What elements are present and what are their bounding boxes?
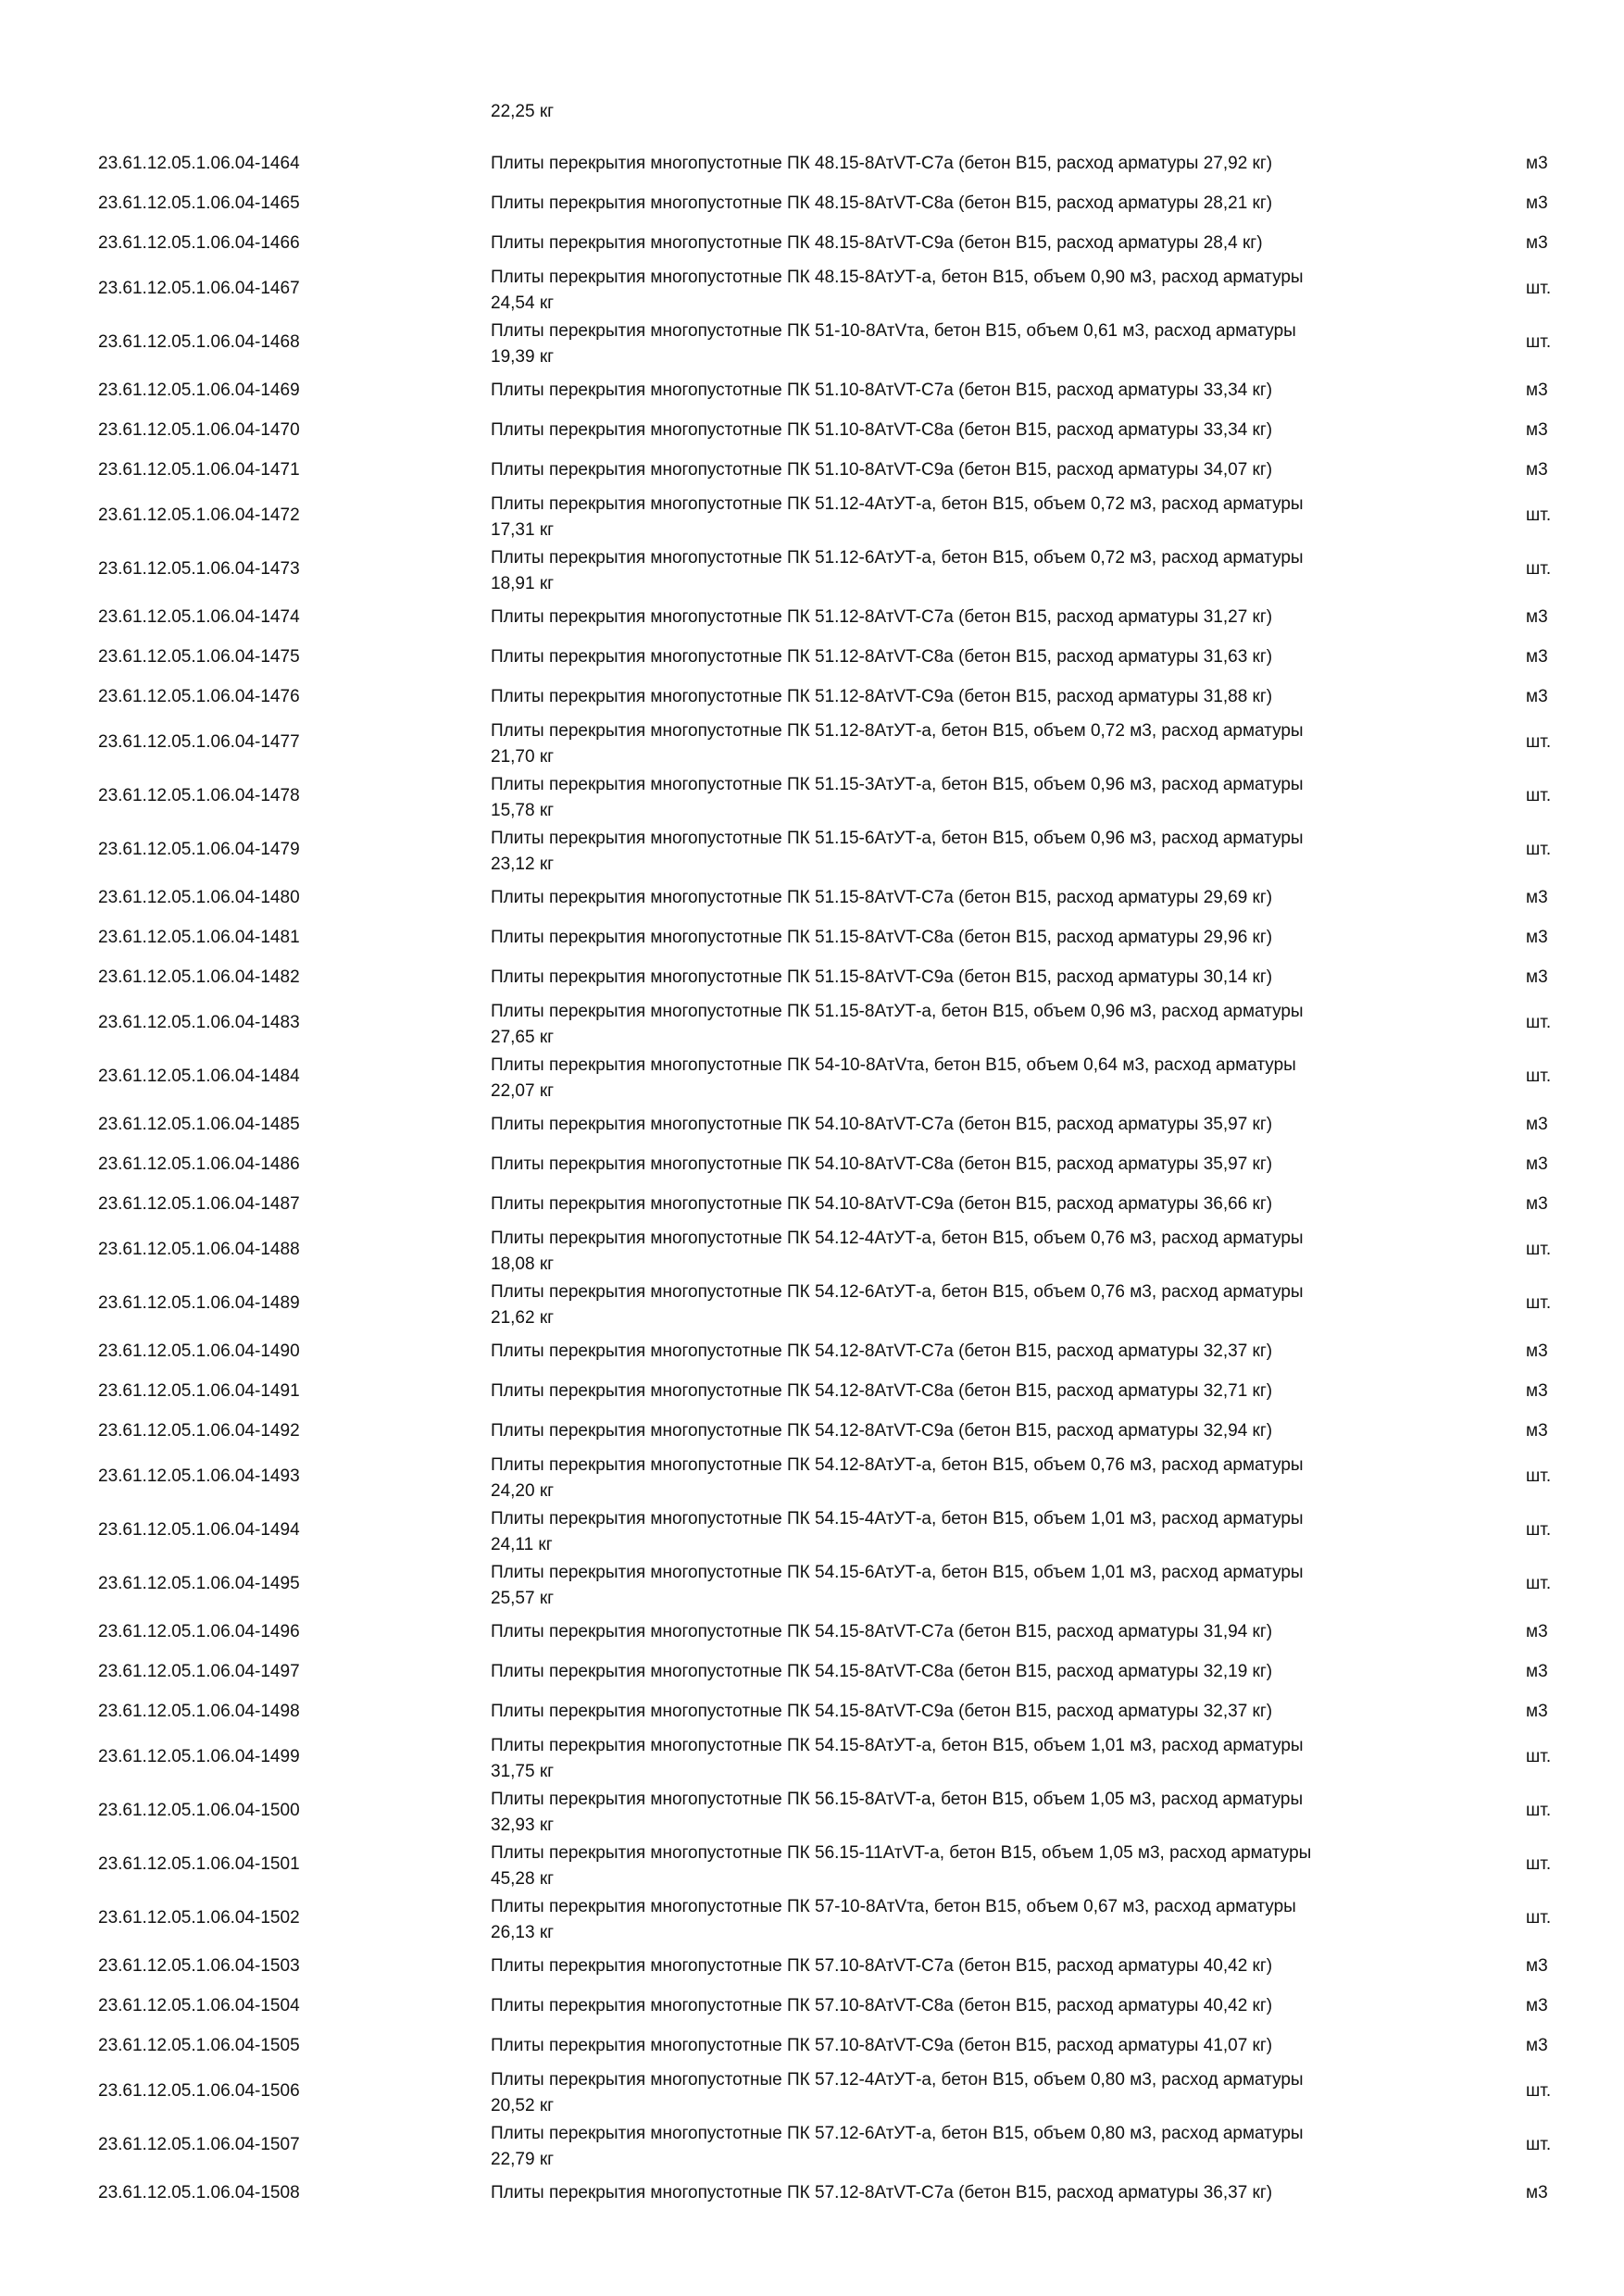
row-code: 23.61.12.05.1.06.04-1495 <box>98 1574 300 1593</box>
row-name: Плиты перекрытия многопустотные ПК 54.15-8АтVT-С9а (бетон В15, расход арматуры 32,37 кг) <box>491 1702 1273 1721</box>
row-name: Плиты перекрытия многопустотные ПК 54.12-8АтVT-С7а (бетон В15, расход арматуры 32,37 кг) <box>491 1341 1273 1361</box>
table-row <box>0 598 1624 638</box>
row-code: 23.61.12.05.1.06.04-1483 <box>98 1013 300 1032</box>
row-code: 23.61.12.05.1.06.04-1505 <box>98 2036 300 2055</box>
row-unit: м3 <box>1526 687 1548 706</box>
row-unit: шт. <box>1526 1854 1552 1874</box>
table-row <box>0 1332 1624 1372</box>
row-name: Плиты перекрытия многопустотные ПК 51.15-6АтУТ-а, бетон В15, объем 0,96 м3, расход арматуры 23,12 кг <box>491 829 1304 874</box>
row-unit: шт. <box>1526 1747 1552 1766</box>
row-code: 23.61.12.05.1.06.04-1496 <box>98 1622 300 1641</box>
table-row <box>0 371 1624 411</box>
row-name: Плиты перекрытия многопустотные ПК 51.15-3АтУТ-а, бетон В15, объем 0,96 м3, расход арматуры 15,78 кг <box>491 775 1304 820</box>
row-code: 23.61.12.05.1.06.04-1506 <box>98 2081 300 2101</box>
row-name: Плиты перекрытия многопустотные ПК 54.15-8АтVT-С7а (бетон В15, расход арматуры 31,94 кг) <box>491 1622 1273 1641</box>
table-row <box>0 1412 1624 1452</box>
row-code: 23.61.12.05.1.06.04-1467 <box>98 279 300 298</box>
row-code: 23.61.12.05.1.06.04-1502 <box>98 1908 300 1928</box>
row-code: 23.61.12.05.1.06.04-1488 <box>98 1240 300 1259</box>
row-code: 23.61.12.05.1.06.04-1494 <box>98 1520 300 1540</box>
row-unit: м3 <box>1526 647 1548 667</box>
row-name: Плиты перекрытия многопустотные ПК 54.12-6АтУТ-а, бетон В15, объем 0,76 м3, расход арматуры 21,62 кг <box>491 1282 1304 1328</box>
row-code: 23.61.12.05.1.06.04-1492 <box>98 1421 300 1441</box>
row-code: 23.61.12.05.1.06.04-1482 <box>98 967 300 987</box>
table-row <box>0 879 1624 918</box>
table-row <box>0 1692 1624 1732</box>
table-row <box>0 638 1624 678</box>
row-unit: шт. <box>1526 1801 1552 1820</box>
row-code: 23.61.12.05.1.06.04-1470 <box>98 420 300 440</box>
row-unit: м3 <box>1526 928 1548 947</box>
table-row <box>0 544 1624 598</box>
table-row <box>0 2174 1624 2214</box>
row-code: 23.61.12.05.1.06.04-1499 <box>98 1747 300 1766</box>
table-row <box>0 318 1624 371</box>
row-unit: шт. <box>1526 2081 1552 2101</box>
table-row <box>0 1987 1624 2027</box>
row-code: 23.61.12.05.1.06.04-1493 <box>98 1466 300 1486</box>
table-row <box>0 451 1624 491</box>
row-name: Плиты перекрытия многопустотные ПК 51.15-8АтVT-С7а (бетон В15, расход арматуры 29,69 кг) <box>491 888 1273 907</box>
table-row <box>0 825 1624 879</box>
row-unit: шт. <box>1526 1574 1552 1593</box>
row-name: Плиты перекрытия многопустотные ПК 54.10-8АтVT-С8а (бетон В15, расход арматуры 35,97 кг) <box>491 1154 1273 1174</box>
row-code: 23.61.12.05.1.06.04-1500 <box>98 1801 300 1820</box>
row-code: 23.61.12.05.1.06.04-1480 <box>98 888 300 907</box>
row-unit: шт. <box>1526 1067 1552 1086</box>
row-unit: шт. <box>1526 279 1552 298</box>
row-name: Плиты перекрытия многопустотные ПК 48.15-8АтVT-С9а (бетон В15, расход арматуры 28,4 кг) <box>491 233 1263 253</box>
row-name: Плиты перекрытия многопустотные ПК 51-10-8АтVта, бетон В15, объем 0,61 м3, расход арматуры 19,39 кг <box>491 321 1296 367</box>
row-code: 23.61.12.05.1.06.04-1466 <box>98 233 300 253</box>
row-name: Плиты перекрытия многопустотные ПК 54.15-4АтУТ-а, бетон В15, объем 1,01 м3, расход арматуры 24,11 кг <box>491 1509 1304 1554</box>
row-name: Плиты перекрытия многопустотные ПК 51.12-8АтVT-С8а (бетон В15, расход арматуры 31,63 кг) <box>491 647 1273 667</box>
row-name: Плиты перекрытия многопустотные ПК 56.15-11АтVT-а, бетон В15, объем 1,05 м3, расход арматуры 45,28 кг <box>491 1843 1312 1889</box>
row-name: Плиты перекрытия многопустотные ПК 54.12-8АтVT-С9а (бетон В15, расход арматуры 32,94 кг) <box>491 1421 1273 1441</box>
row-unit: шт. <box>1526 559 1552 579</box>
row-code: 23.61.12.05.1.06.04-1481 <box>98 928 300 947</box>
table-row <box>0 1505 1624 1559</box>
row-code: 23.61.12.05.1.06.04-1491 <box>98 1381 300 1401</box>
row-code: 23.61.12.05.1.06.04-1485 <box>98 1115 300 1134</box>
price-list-table <box>0 144 1624 2214</box>
row-unit: м3 <box>1526 1956 1548 1976</box>
row-unit: шт. <box>1526 786 1552 805</box>
row-unit: шт. <box>1526 1466 1552 1486</box>
row-name: Плиты перекрытия многопустотные ПК 51.12-8АтVT-С7а (бетон В15, расход арматуры 31,27 кг) <box>491 607 1273 627</box>
table-row <box>0 2120 1624 2174</box>
row-name: Плиты перекрытия многопустотные ПК 54.10-8АтVT-С7а (бетон В15, расход арматуры 35,97 кг) <box>491 1115 1273 1134</box>
row-name: Плиты перекрытия многопустотные ПК 57-10-8АтVта, бетон В15, объем 0,67 м3, расход арматуры 26,13 кг <box>491 1897 1296 1942</box>
row-unit: м3 <box>1526 1341 1548 1361</box>
table-row <box>0 264 1624 318</box>
table-row <box>0 1145 1624 1185</box>
row-name: Плиты перекрытия многопустотные ПК 48.15-8АтVT-С8а (бетон В15, расход арматуры 28,21 кг) <box>491 193 1273 213</box>
row-unit: шт. <box>1526 2135 1552 2154</box>
table-row <box>0 2027 1624 2066</box>
row-code: 23.61.12.05.1.06.04-1473 <box>98 559 300 579</box>
table-row <box>0 491 1624 544</box>
row-name: Плиты перекрытия многопустотные ПК 51.12-4АтУТ-а, бетон В15, объем 0,72 м3, расход арматуры 17,31 кг <box>491 494 1304 540</box>
row-unit: шт. <box>1526 1908 1552 1928</box>
row-code: 23.61.12.05.1.06.04-1497 <box>98 1662 300 1681</box>
row-unit: шт. <box>1526 332 1552 352</box>
row-name: Плиты перекрытия многопустотные ПК 54.15-8АтУТ-а, бетон В15, объем 1,01 м3, расход арматуры 31,75 кг <box>491 1736 1304 1781</box>
row-name: Плиты перекрытия многопустотные ПК 54.12-8АтVT-С8а (бетон В15, расход арматуры 32,71 кг) <box>491 1381 1273 1401</box>
row-unit: м3 <box>1526 233 1548 253</box>
row-name: Плиты перекрытия многопустотные ПК 57.10-8АтVT-С9а (бетон В15, расход арматуры 41,07 кг) <box>491 2036 1273 2055</box>
table-row <box>0 1372 1624 1412</box>
table-row <box>0 958 1624 998</box>
row-unit: м3 <box>1526 420 1548 440</box>
row-unit: шт. <box>1526 732 1552 752</box>
row-unit: м3 <box>1526 193 1548 213</box>
row-code: 23.61.12.05.1.06.04-1498 <box>98 1702 300 1721</box>
row-name: Плиты перекрытия многопустотные ПК 54.15-8АтVT-С8а (бетон В15, расход арматуры 32,19 кг) <box>491 1662 1273 1681</box>
row-unit: м3 <box>1526 1996 1548 2015</box>
row-name: Плиты перекрытия многопустотные ПК 51.10-8АтVT-С9а (бетон В15, расход арматуры 34,07 кг) <box>491 460 1273 480</box>
table-row <box>0 1653 1624 1692</box>
table-row <box>0 678 1624 718</box>
table-row <box>0 411 1624 451</box>
row-name: Плиты перекрытия многопустотные ПК 57.12-8АтVT-С7а (бетон В15, расход арматуры 36,37 кг) <box>491 2183 1273 2202</box>
row-code: 23.61.12.05.1.06.04-1501 <box>98 1854 300 1874</box>
row-code: 23.61.12.05.1.06.04-1503 <box>98 1956 300 1976</box>
row-code: 23.61.12.05.1.06.04-1484 <box>98 1067 300 1086</box>
row-unit: шт. <box>1526 1240 1552 1259</box>
table-row <box>0 1052 1624 1105</box>
row-code: 23.61.12.05.1.06.04-1464 <box>98 154 300 173</box>
row-name: Плиты перекрытия многопустотные ПК 54.12-4АтУТ-а, бетон В15, объем 0,76 м3, расход арматуры 18,08 кг <box>491 1229 1304 1274</box>
table-row <box>0 718 1624 771</box>
row-code: 23.61.12.05.1.06.04-1508 <box>98 2183 300 2202</box>
row-unit: м3 <box>1526 607 1548 627</box>
row-code: 23.61.12.05.1.06.04-1476 <box>98 687 300 706</box>
table-row <box>0 1279 1624 1332</box>
row-name: Плиты перекрытия многопустотные ПК 51.15-8АтVT-С9а (бетон В15, расход арматуры 30,14 кг) <box>491 967 1273 987</box>
row-unit: м3 <box>1526 2036 1548 2055</box>
table-row <box>0 144 1624 184</box>
row-code: 23.61.12.05.1.06.04-1479 <box>98 840 300 859</box>
row-code: 23.61.12.05.1.06.04-1507 <box>98 2135 300 2154</box>
table-row <box>0 2066 1624 2120</box>
table-row <box>0 1840 1624 1893</box>
row-unit: м3 <box>1526 460 1548 480</box>
row-code: 23.61.12.05.1.06.04-1477 <box>98 732 300 752</box>
row-unit: м3 <box>1526 1662 1548 1681</box>
row-code: 23.61.12.05.1.06.04-1504 <box>98 1996 300 2015</box>
row-name: Плиты перекрытия многопустотные ПК 57.12-6АтУТ-а, бетон В15, объем 0,80 м3, расход арматуры 22,79 кг <box>491 2124 1304 2169</box>
row-name: Плиты перекрытия многопустотные ПК 48.15-8АтVT-С7а (бетон В15, расход арматуры 27,92 кг) <box>491 154 1273 173</box>
row-unit: шт. <box>1526 840 1552 859</box>
table-row <box>0 1947 1624 1987</box>
row-unit: м3 <box>1526 2183 1548 2202</box>
row-unit: шт. <box>1526 1520 1552 1540</box>
row-name: Плиты перекрытия многопустотные ПК 54.15-6АтУТ-а, бетон В15, объем 1,01 м3, расход арматуры 25,57 кг <box>491 1563 1304 1608</box>
row-name: Плиты перекрытия многопустотные ПК 51.12-6АтУТ-а, бетон В15, объем 0,72 м3, расход арматуры 18,91 кг <box>491 548 1304 593</box>
row-code: 23.61.12.05.1.06.04-1471 <box>98 460 300 480</box>
table-row <box>0 1225 1624 1279</box>
row-unit: м3 <box>1526 1154 1548 1174</box>
table-row <box>0 224 1624 264</box>
row-name: Плиты перекрытия многопустотные ПК 51.10-8АтVT-С7а (бетон В15, расход арматуры 33,34 кг) <box>491 381 1273 400</box>
row-name: Плиты перекрытия многопустотные ПК 51.15-8АтVT-С8а (бетон В15, расход арматуры 29,96 кг) <box>491 928 1273 947</box>
row-unit: м3 <box>1526 888 1548 907</box>
row-name: Плиты перекрытия многопустотные ПК 57.12-4АтУТ-а, бетон В15, объем 0,80 м3, расход арматуры 20,52 кг <box>491 2070 1304 2115</box>
row-unit: м3 <box>1526 1421 1548 1441</box>
row-code: 23.61.12.05.1.06.04-1489 <box>98 1293 300 1313</box>
row-code: 23.61.12.05.1.06.04-1468 <box>98 332 300 352</box>
row-unit: м3 <box>1526 154 1548 173</box>
row-name: Плиты перекрытия многопустотные ПК 51.12-8АтУТ-а, бетон В15, объем 0,72 м3, расход арматуры 21,70 кг <box>491 721 1304 767</box>
row-name: Плиты перекрытия многопустотные ПК 54.10-8АтVT-С9а (бетон В15, расход арматуры 36,66 кг) <box>491 1194 1273 1214</box>
table-row <box>0 184 1624 224</box>
row-name: Плиты перекрытия многопустотные ПК 57.10-8АтVT-С7а (бетон В15, расход арматуры 40,42 кг) <box>491 1956 1273 1976</box>
row-unit: шт. <box>1526 1293 1552 1313</box>
row-name: Плиты перекрытия многопустотные ПК 51.15-8АтУТ-а, бетон В15, объем 0,96 м3, расход арматуры 27,65 кг <box>491 1002 1304 1047</box>
row-code: 23.61.12.05.1.06.04-1478 <box>98 786 300 805</box>
row-name: Плиты перекрытия многопустотные ПК 57.10-8АтVT-С8а (бетон В15, расход арматуры 40,42 кг) <box>491 1996 1273 2015</box>
row-name: Плиты перекрытия многопустотные ПК 54-10-8АтVта, бетон В15, объем 0,64 м3, расход арматуры 22,07 кг <box>491 1055 1296 1101</box>
row-unit: м3 <box>1526 381 1548 400</box>
table-row <box>0 918 1624 958</box>
row-code: 23.61.12.05.1.06.04-1487 <box>98 1194 300 1214</box>
table-row <box>0 1185 1624 1225</box>
row-unit: шт. <box>1526 505 1552 525</box>
row-unit: шт. <box>1526 1013 1552 1032</box>
continued-row-text: 22,25 кг <box>491 102 555 121</box>
row-code: 23.61.12.05.1.06.04-1469 <box>98 381 300 400</box>
row-code: 23.61.12.05.1.06.04-1474 <box>98 607 300 627</box>
row-unit: м3 <box>1526 1381 1548 1401</box>
row-code: 23.61.12.05.1.06.04-1465 <box>98 193 300 213</box>
table-row <box>0 1105 1624 1145</box>
table-row <box>0 1559 1624 1613</box>
row-name: Плиты перекрытия многопустотные ПК 51.10-8АтVT-С8а (бетон В15, расход арматуры 33,34 кг) <box>491 420 1273 440</box>
row-name: Плиты перекрытия многопустотные ПК 56.15-8АтVT-а, бетон В15, объем 1,05 м3, расход арматуры 32,93 кг <box>491 1790 1304 1835</box>
row-unit: м3 <box>1526 967 1548 987</box>
table-row <box>0 1452 1624 1505</box>
row-code: 23.61.12.05.1.06.04-1486 <box>98 1154 300 1174</box>
table-row <box>0 1893 1624 1947</box>
row-name: Плиты перекрытия многопустотные ПК 51.12-8АтVT-С9а (бетон В15, расход арматуры 31,88 кг) <box>491 687 1273 706</box>
row-unit: м3 <box>1526 1194 1548 1214</box>
row-code: 23.61.12.05.1.06.04-1472 <box>98 505 300 525</box>
row-code: 23.61.12.05.1.06.04-1490 <box>98 1341 300 1361</box>
row-unit: м3 <box>1526 1622 1548 1641</box>
table-row <box>0 1613 1624 1653</box>
table-row <box>0 771 1624 825</box>
table-row <box>0 1732 1624 1786</box>
row-code: 23.61.12.05.1.06.04-1475 <box>98 647 300 667</box>
row-name: Плиты перекрытия многопустотные ПК 54.12-8АтУТ-а, бетон В15, объем 0,76 м3, расход арматуры 24,20 кг <box>491 1455 1304 1501</box>
table-row <box>0 998 1624 1052</box>
row-unit: м3 <box>1526 1702 1548 1721</box>
row-unit: м3 <box>1526 1115 1548 1134</box>
row-name: Плиты перекрытия многопустотные ПК 48.15-8АтУТ-а, бетон В15, объем 0,90 м3, расход арматуры 24,54 кг <box>491 268 1304 313</box>
table-row <box>0 1786 1624 1840</box>
